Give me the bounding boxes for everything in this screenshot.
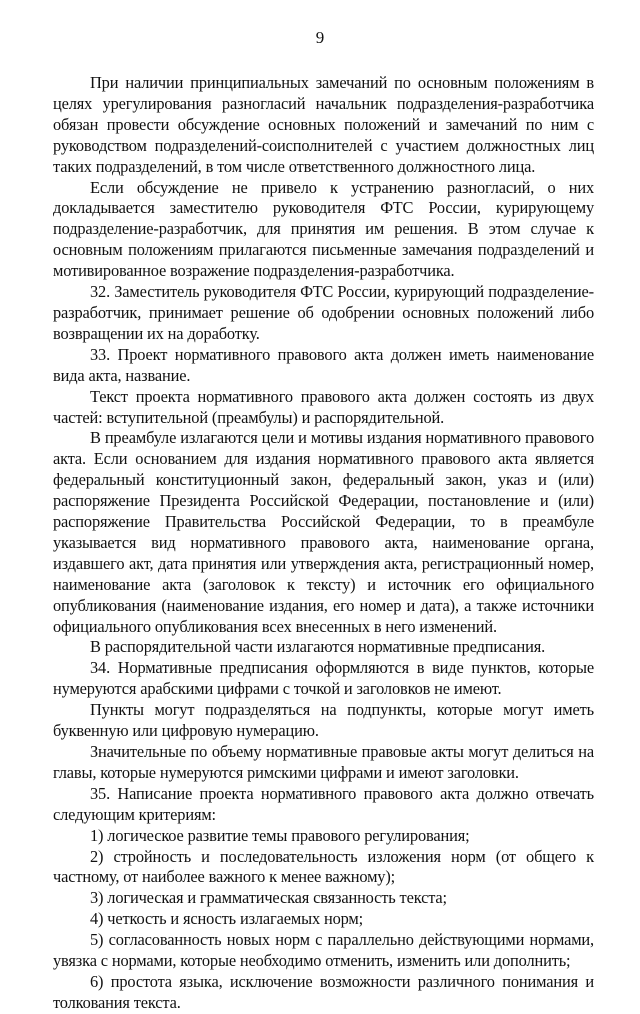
paragraph-operative-part: В распорядительной части излагаются нормативные предписания. (90, 637, 546, 657)
document-body (53, 73, 594, 1014)
criterion-1: 1) логическое развитие темы правового регулирования; (90, 825, 470, 845)
criterion-3: 3) логическая и грамматическая связанность текста; (90, 888, 447, 908)
paragraph-escalation: Если обсуждение не привело к устранению разногласий, о них докладывается заместителю руководителя ФТС России, курирующему подразделение-разработчик, для принятия им решения. В этом случае к основным положениям прилагаются письменные замечания подразделений и мотивированное возражение подразделения-разработчика. (53, 177, 594, 281)
paragraph-subpoints: Пункты могут подразделяться на подпункты, которые могут иметь буквенную или цифровую нумерацию. (53, 700, 594, 741)
paragraph-text-parts: Текст проекта нормативного правового акта должен состоять из двух частей: вступительной (преамбулы) и распорядительной. (53, 386, 594, 427)
paragraph-32: 32. Заместитель руководителя ФТС России, курирующий подразделение-разработчик, принимает решение об одобрении основных положений либо возвращении их на доработку. (53, 282, 594, 343)
criterion-4: 4) четкость и ясность излагаемых норм; (90, 909, 364, 929)
criterion-6: 6) простота языка, исключение возможности различного понимания и толкования текста. (53, 971, 594, 1012)
paragraph-33: 33. Проект нормативного правового акта должен иметь наименование вида акта, название. (53, 344, 594, 385)
criterion-5: 5) согласованность новых норм с параллельно действующими нормами, увязка с нормами, которые необходимо отменить, изменить или дополнить; (53, 930, 594, 971)
paragraph-34: 34. Нормативные предписания оформляются в виде пунктов, которые нумеруются арабскими цифрами с точкой и заголовков не имеют. (53, 658, 594, 699)
criterion-2: 2) стройность и последовательность изложения норм (от общего к частному, от наиболее важного к менее важному); (53, 846, 594, 887)
paragraph-35: 35. Написание проекта нормативного правового акта должно отвечать следующим критериям: (53, 783, 594, 824)
paragraph-disagreements: При наличии принципиальных замечаний по основным положениям в целях урегулирования разногласий начальник подразделения-разработчика обязан провести обсуждение основных положений и замечаний по ним с руководством подразделений-соисполнителей с участием должностных лиц таких подразделений, в том числе ответственного должностного лица. (53, 73, 594, 176)
page-number: 9 (315, 28, 325, 47)
paragraph-chapters: Значительные по объему нормативные правовые акты могут делиться на главы, которые нумеруются римскими цифрами и имеют заголовки. (53, 742, 594, 782)
paragraph-preamble: В преамбуле излагаются цели и мотивы издания нормативного правового акта. Если основанием для издания нормативного правового акта является федеральный конституционный закон, федеральный закон, указ и (или) распоряжение Президента Российской Федерации, постановление и (или) распоряжение Правительства Российской Федерации, то в преамбуле указывается вид нормативного правового акта, наименование органа, издавшего акт, дата принятия или утверждения акта, регистрационный номер, наименование акта (заголовок к тексту) и источник его официального опубликования (наименование издания, его номер и дата), а также источники официального опубликования всех внесенных в него изменений. (53, 428, 594, 636)
